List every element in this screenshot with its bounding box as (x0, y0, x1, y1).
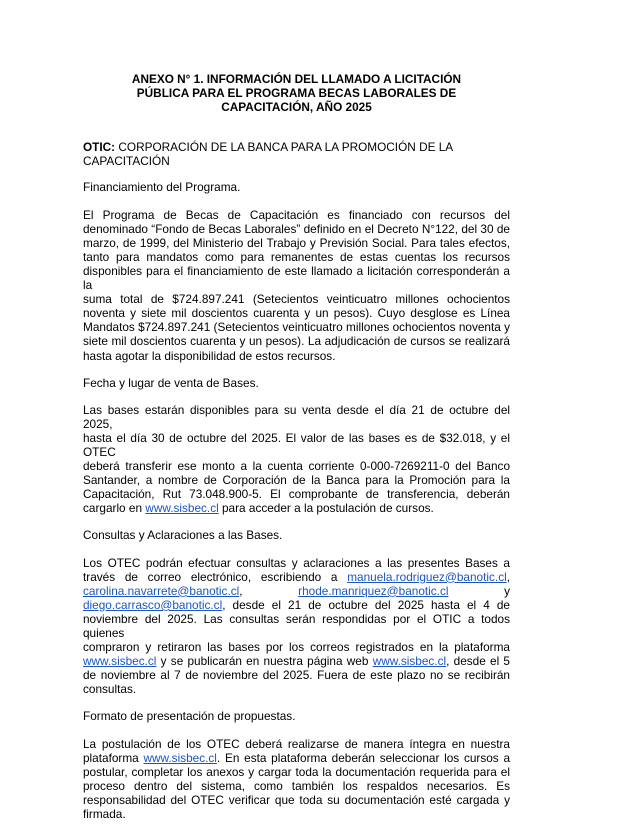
text-line: consultas. (83, 682, 137, 697)
text-line (83, 584, 510, 598)
email-link-manuela[interactable]: manuela.rodriguez@banotic.cl (347, 569, 507, 584)
text-line: Las bases estarán disponibles para su venta desde el día 21 de octubre del 2025, (83, 402, 510, 431)
text-line: tanto para mandatos como para remanentes de estas cuentas los recursos (83, 249, 510, 264)
text-fragment: para acceder a la postulación de cursos. (218, 501, 434, 516)
text-line: noviembre del 2025. Las consultas serán respondidas por el OTIC a todos quienes (83, 611, 510, 640)
text-line: compraron y retiraron las bases por los correos registrados en la plataforma (83, 640, 510, 655)
text-line: suma total de $724.897.241 (Setecientos veinticuatro millones ochocientos (83, 292, 510, 307)
text-line: La postulación de los OTEC deberá realizarse de manera íntegra en nuestra (83, 736, 510, 751)
section-heading-consultas: Consultas y Aclaraciones a las Bases. (83, 528, 283, 543)
text-line: de noviembre al 7 de noviembre del 2025. Fuera de este plazo no se recibirán (83, 668, 510, 683)
text-line: proceso dentro del sistema, como también los respaldos necesarios. Es (83, 778, 510, 793)
text-fragment: , desde el 5 (446, 654, 510, 669)
section-heading-formato: Formato de presentación de propuestas. (83, 709, 296, 724)
text-line: marzo, de 1999, del Ministerio del Trabajo y Previsión Social. Para tales efectos, (83, 235, 510, 250)
text-line: disponibles para el financiamiento de este llamado a licitación corresponderán a la (83, 263, 510, 293)
otic-line (83, 140, 510, 168)
title-line-1: ANEXO N° 1. INFORMACIÓN DEL LLAMADO A LICITACIÓN (131, 72, 462, 86)
text-line: Mandatos $724.897.241 (Setecientos veinticuatro millones ochocientos noventa y (83, 320, 510, 335)
document-page (83, 72, 510, 834)
text-line (83, 654, 510, 668)
paragraph-financiamiento (83, 208, 510, 363)
title-line-3: CAPACITACIÓN, AÑO 2025 (221, 100, 372, 115)
sisbec-link[interactable]: www.sisbec.cl (143, 750, 217, 765)
text-fragment: plataforma (83, 750, 144, 765)
text-fragment: , (239, 583, 243, 598)
text-fragment: , (506, 569, 510, 584)
text-fragment: y (504, 583, 510, 598)
text-line (83, 570, 510, 584)
section-heading-bases: Fecha y lugar de venta de Bases. (83, 375, 259, 390)
text-line: noventa y siete mil doscientos cuarenta y un pesos). Cuyo desglose es Línea (83, 306, 510, 321)
paragraph-formato (83, 737, 510, 822)
text-line (83, 751, 510, 765)
email-link-rhode[interactable]: rhode.manriquez@banotic.cl (298, 583, 449, 598)
text-line: firmada. (83, 807, 126, 822)
sisbec-web-link[interactable]: www.sisbec.cl (372, 654, 447, 669)
text-line: hasta agotar la disponibilidad de estos recursos. (83, 348, 336, 363)
email-link-diego[interactable]: diego.carrasco@banotic.cl (83, 597, 223, 612)
text-line (83, 598, 510, 612)
title-line-2: PÚBLICA PARA EL PROGRAMA BECAS LABORALES DE (136, 86, 457, 101)
section-heading-financiamiento: Financiamiento del Programa. (83, 180, 241, 195)
text-line: denominado “Fondo de Becas Laborales” definido en el Decreto N°122, del 30 de (83, 221, 510, 236)
text-line: postular, completar los anexos y cargar toda la documentación requerida para el (83, 764, 510, 779)
text-line: Capacitación, Rut 73.048.900-5. El comprobante de transferencia, deberán (83, 487, 510, 502)
sisbec-link[interactable]: www.sisbec.cl (145, 501, 219, 516)
otic-label: OTIC: (83, 140, 116, 155)
text-fragment: y se publicarán en nuestra página web (156, 654, 373, 669)
text-fragment: , desde el 21 de octubre del 2025 hasta el 4 de (222, 597, 510, 612)
text-line: Santander, a nombre de Corporación de la Banca para la Promoción para la (83, 473, 510, 488)
text-line: El Programa de Becas de Capacitación es financiado con recursos del (83, 207, 510, 222)
text-line (83, 501, 510, 515)
paragraph-consultas (83, 556, 510, 697)
text-fragment: través de correo electrónico, escribiendo a (83, 569, 348, 584)
paragraph-bases (83, 403, 510, 516)
document-title (83, 72, 510, 114)
text-line: siete mil doscientos cuarenta y un pesos). La adjudicación de cursos se realizará (83, 334, 510, 349)
text-line: hasta el día 30 de octubre del 2025. El valor de las bases es de $32.018, y el OTEC (83, 430, 510, 459)
otic-value: CORPORACIÓN DE LA BANCA PARA LA PROMOCIÓN DE LA CAPACITACIÓN (83, 140, 453, 169)
text-fragment: cargarlo en (83, 501, 146, 516)
text-line: responsabilidad del OTEC verificar que toda su documentación esté cargada y (83, 792, 510, 807)
sisbec-link[interactable]: www.sisbec.cl (83, 654, 157, 669)
email-link-carolina[interactable]: carolina.navarrete@banotic.cl (83, 583, 240, 598)
text-fragment: . En esta plataforma deberán seleccionar los cursos a (216, 750, 511, 765)
text-line: Los OTEC podrán efectuar consultas y aclaraciones a las presentes Bases a (83, 555, 510, 570)
text-line: deberá transferir ese monto a la cuenta corriente 0-000-7269211-0 del Banco (83, 459, 510, 474)
